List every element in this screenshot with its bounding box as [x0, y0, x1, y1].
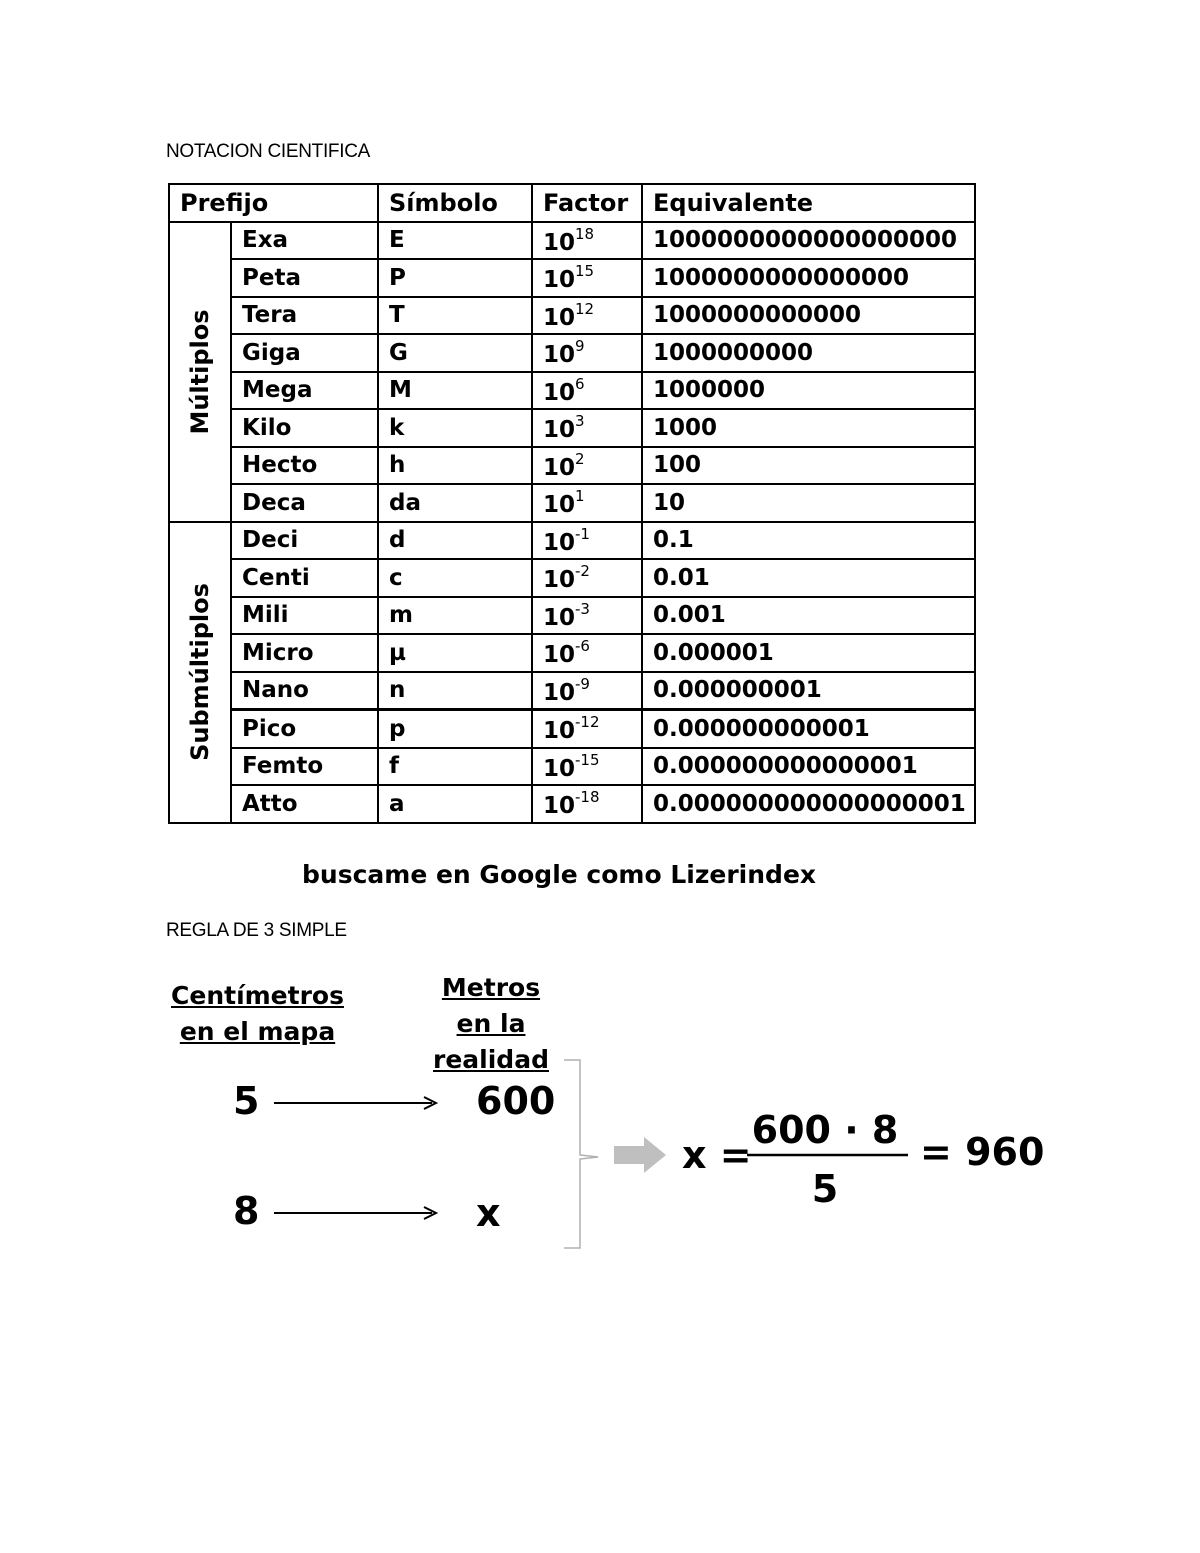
prefix-cell: Femto — [231, 748, 378, 786]
symbol-cell: n — [378, 672, 532, 710]
equivalent-cell: 0.001 — [642, 597, 975, 635]
prefix-cell: Giga — [231, 334, 378, 372]
value-cm-known: 5 — [233, 1079, 260, 1123]
arrow-right-icon — [274, 1207, 436, 1219]
factor-exponent: 9 — [575, 337, 585, 356]
symbol-cell: T — [378, 297, 532, 335]
symbol-cell: p — [378, 710, 532, 748]
column-header-line: en la realidad — [433, 1009, 549, 1074]
prefix-cell: Exa — [231, 222, 378, 260]
factor-exponent: 1 — [575, 487, 585, 506]
prefix-cell: Nano — [231, 672, 378, 710]
equivalent-cell: 0.000000001 — [642, 672, 975, 710]
prefix-cell: Peta — [231, 259, 378, 297]
factor-exponent: 18 — [575, 224, 595, 243]
factor-base: 10 — [543, 267, 576, 294]
factor-exponent: 2 — [575, 449, 585, 468]
symbol-cell: d — [378, 522, 532, 560]
prefix-cell: Kilo — [231, 409, 378, 447]
equation-denominator: 5 — [811, 1167, 839, 1211]
factor-exponent: -15 — [575, 750, 600, 769]
factor-base: 10 — [543, 604, 576, 631]
factor-base: 10 — [543, 642, 576, 669]
equivalent-cell: 0.1 — [642, 522, 975, 560]
column-header-line: Centímetros — [171, 981, 344, 1010]
prefix-cell: Hecto — [231, 447, 378, 485]
prefix-cell: Centi — [231, 559, 378, 597]
symbol-cell: f — [378, 748, 532, 786]
factor-exponent: -6 — [575, 637, 590, 656]
equivalent-cell: 1000000 — [642, 372, 975, 410]
prefix-cell: Micro — [231, 634, 378, 672]
block-arrow-icon — [614, 1137, 666, 1173]
factor-exponent: 15 — [575, 262, 595, 281]
equivalent-cell: 10 — [642, 484, 975, 522]
equivalent-cell: 0.000000000000001 — [642, 748, 975, 786]
factor-base: 10 — [543, 454, 576, 481]
equivalent-cell: 0.000000000001 — [642, 710, 975, 748]
symbol-cell: c — [378, 559, 532, 597]
arrow-right-icon — [274, 1097, 436, 1109]
factor-base: 10 — [543, 529, 576, 556]
prefix-cell: Mega — [231, 372, 378, 410]
factor-base: 10 — [543, 718, 576, 745]
factor-exponent: -3 — [575, 599, 590, 618]
factor-exponent: 6 — [575, 374, 585, 393]
factor-exponent: -12 — [575, 713, 600, 732]
prefix-cell: Atto — [231, 785, 378, 823]
symbol-cell: M — [378, 372, 532, 410]
factor-base: 10 — [543, 793, 576, 820]
prefix-cell: Mili — [231, 597, 378, 635]
header-factor: Factor — [532, 184, 642, 222]
factor-exponent: -2 — [575, 562, 590, 581]
prefix-cell: Tera — [231, 297, 378, 335]
prefix-cell: Deci — [231, 522, 378, 560]
value-unknown-x: x — [476, 1191, 501, 1235]
factor-exponent: -1 — [575, 524, 590, 543]
column-header-line: en el mapa — [179, 1017, 336, 1046]
value-m-known: 600 — [476, 1079, 556, 1123]
factor-exponent: -9 — [575, 674, 590, 693]
equation-numerator: 600 · 8 — [751, 1108, 899, 1152]
factor-base: 10 — [543, 304, 576, 331]
header-equivalente: Equivalente — [642, 184, 975, 222]
equivalent-cell: 1000000000000000000 — [642, 222, 975, 260]
prefix-cell: Pico — [231, 710, 378, 748]
column-header-line: Metros — [441, 973, 541, 1002]
value-cm-query: 8 — [233, 1189, 260, 1233]
symbol-cell: h — [378, 447, 532, 485]
header-prefijo: Prefijo — [169, 184, 378, 222]
equivalent-cell: 1000 — [642, 409, 975, 447]
equivalent-cell: 1000000000000000 — [642, 259, 975, 297]
factor-base: 10 — [543, 229, 576, 256]
search-note: buscame en Google como Lizerindex — [302, 860, 817, 889]
equivalent-cell: 0.000001 — [642, 634, 975, 672]
symbol-cell: G — [378, 334, 532, 372]
factor-base: 10 — [543, 492, 576, 519]
factor-base: 10 — [543, 342, 576, 369]
factor-base: 10 — [543, 755, 576, 782]
equivalent-cell: 1000000000 — [642, 334, 975, 372]
group-label-text: Submúltiplos — [186, 583, 214, 761]
symbol-cell: µ — [378, 634, 532, 672]
equivalent-cell: 100 — [642, 447, 975, 485]
factor-base: 10 — [543, 417, 576, 444]
symbol-cell: E — [378, 222, 532, 260]
group-label-text: Múltiplos — [186, 308, 214, 435]
factor-exponent: -18 — [575, 788, 600, 807]
right-brace-icon — [564, 1060, 598, 1248]
symbol-cell: m — [378, 597, 532, 635]
factor-base: 10 — [543, 379, 576, 406]
factor-exponent: 12 — [575, 299, 595, 318]
symbol-cell: k — [378, 409, 532, 447]
section-title-regla: REGLA DE 3 SIMPLE — [166, 920, 347, 941]
equivalent-cell: 0.000000000000000001 — [642, 785, 975, 823]
equation-result: = 960 — [920, 1130, 1045, 1174]
symbol-cell: a — [378, 785, 532, 823]
equivalent-cell: 1000000000000 — [642, 297, 975, 335]
symbol-cell: P — [378, 259, 532, 297]
factor-base: 10 — [543, 679, 576, 706]
equivalent-cell: 0.01 — [642, 559, 975, 597]
section-title-notacion: NOTACION CIENTIFICA — [166, 141, 371, 162]
factor-exponent: 3 — [575, 412, 585, 431]
prefix-cell: Deca — [231, 484, 378, 522]
symbol-cell: da — [378, 484, 532, 522]
header-simbolo: Símbolo — [378, 184, 532, 222]
equation-lhs: x = — [682, 1133, 752, 1177]
factor-base: 10 — [543, 567, 576, 594]
